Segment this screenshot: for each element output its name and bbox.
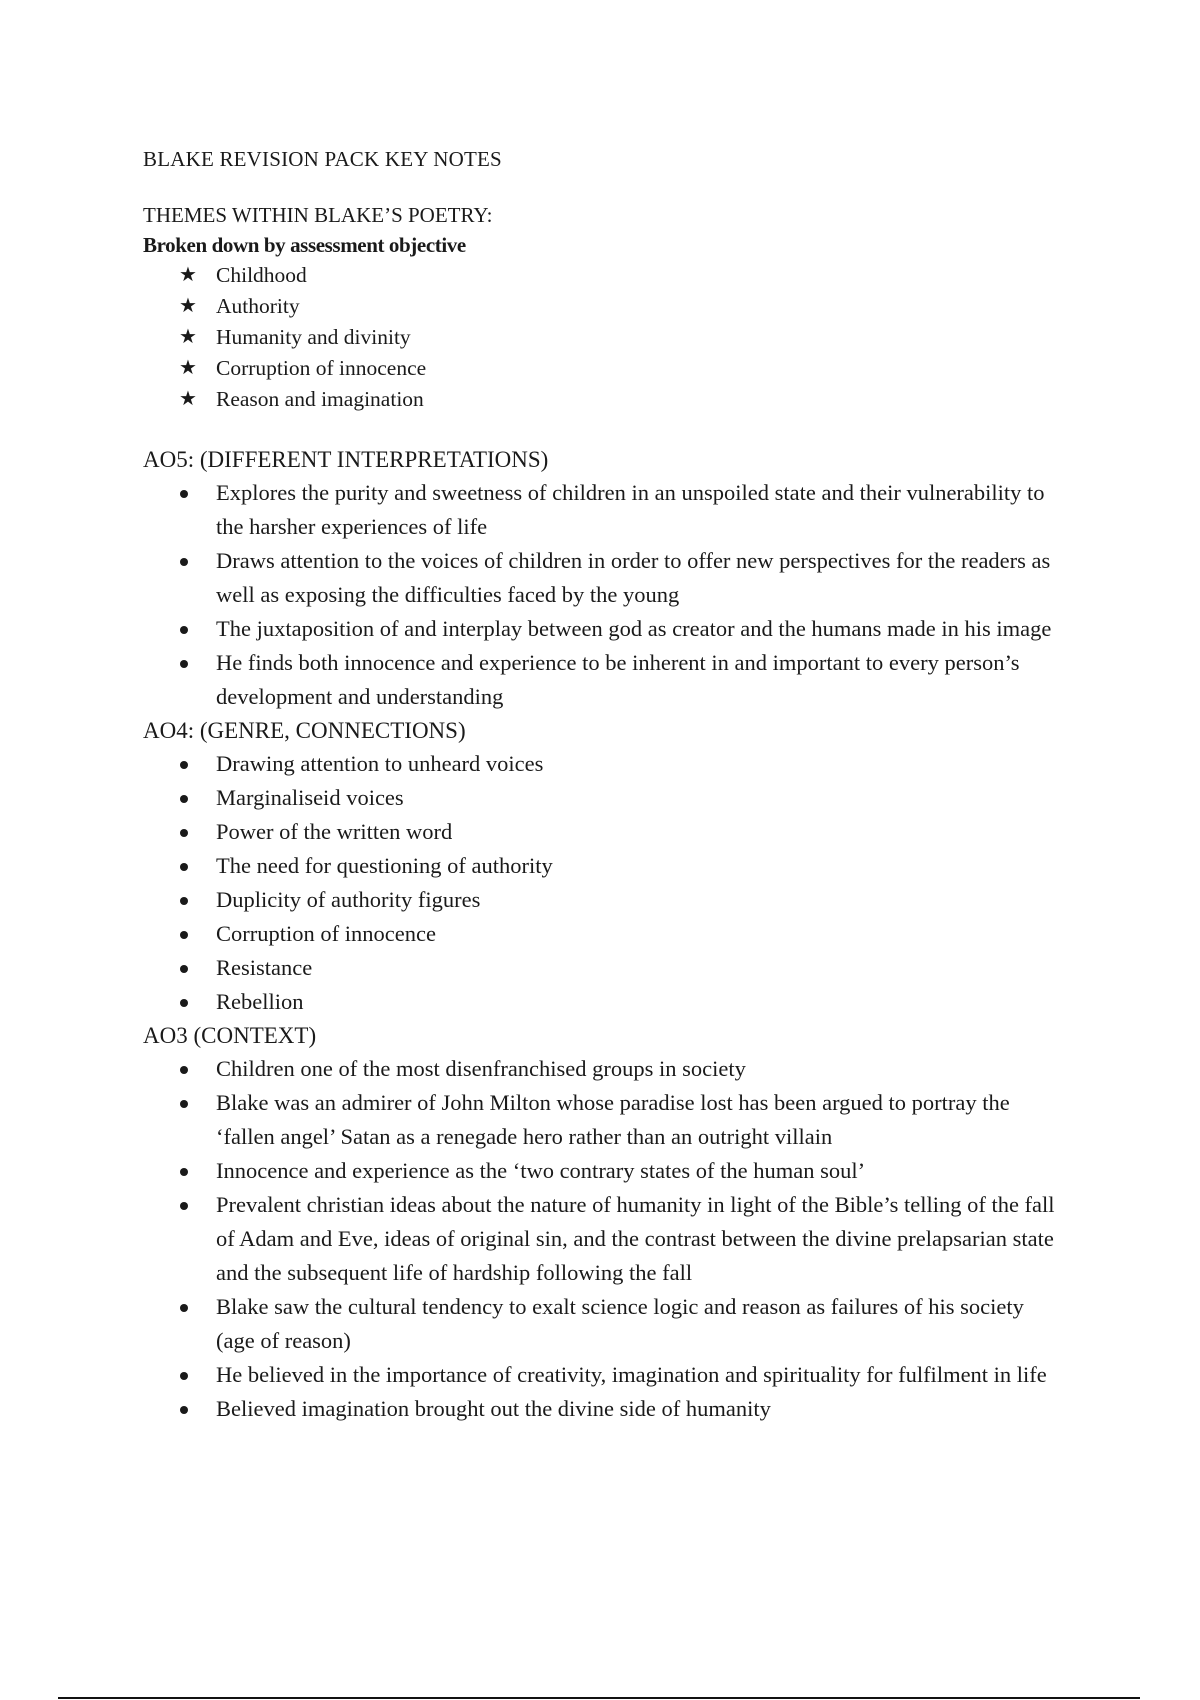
list-item-text: Humanity and divinity bbox=[216, 325, 411, 349]
list-item-text: The need for questioning of authority bbox=[216, 853, 553, 878]
star-bullet-icon: ★ bbox=[179, 388, 197, 410]
list-item bbox=[143, 384, 1083, 415]
document-title: BLAKE REVISION PACK KEY NOTES bbox=[143, 147, 502, 171]
list-item-text: Blake saw the cultural tendency to exalt science logic and reason as failures of his society (age of reason) bbox=[216, 1294, 1024, 1353]
list-item-text: Children one of the most disenfranchised groups in society bbox=[216, 1056, 746, 1081]
list-item bbox=[143, 476, 1083, 544]
list-item-text: Marginaliseid voices bbox=[216, 785, 404, 810]
ao5-heading: AO5: (DIFFERENT INTERPRETATIONS) bbox=[143, 447, 549, 472]
footer-divider bbox=[58, 1697, 1140, 1699]
list-item bbox=[143, 747, 1083, 781]
list-item bbox=[143, 260, 1083, 291]
list-item bbox=[143, 646, 1083, 714]
list-item-text: Reason and imagination bbox=[216, 387, 424, 411]
dot-bullet-icon bbox=[180, 558, 188, 566]
list-item bbox=[143, 951, 1083, 985]
list-item bbox=[143, 544, 1083, 612]
list-item bbox=[143, 1358, 1083, 1392]
ao3-list bbox=[143, 1052, 1083, 1426]
document-page bbox=[143, 140, 1083, 1426]
list-item bbox=[143, 1290, 1083, 1358]
dot-bullet-icon bbox=[180, 1304, 188, 1312]
star-bullet-icon: ★ bbox=[179, 357, 197, 379]
list-item-text: Explores the purity and sweetness of children in an unspoiled state and their vulnerability to the harsher experiences of life bbox=[216, 480, 1045, 539]
list-item-text: Corruption of innocence bbox=[216, 356, 427, 380]
dot-bullet-icon bbox=[180, 1066, 188, 1074]
list-item bbox=[143, 1154, 1083, 1188]
list-item-text: Rebellion bbox=[216, 989, 304, 1014]
dot-bullet-icon bbox=[180, 863, 188, 871]
dot-bullet-icon bbox=[180, 999, 188, 1007]
ao3-heading: AO3 (CONTEXT) bbox=[143, 1023, 317, 1048]
list-item bbox=[143, 781, 1083, 815]
dot-bullet-icon bbox=[180, 931, 188, 939]
list-item bbox=[143, 917, 1083, 951]
list-item bbox=[143, 322, 1083, 353]
list-item-text: The juxtaposition of and interplay between god as creator and the humans made in his image bbox=[216, 616, 1052, 641]
ao5-list bbox=[143, 476, 1083, 714]
list-item bbox=[143, 815, 1083, 849]
list-item bbox=[143, 291, 1083, 322]
ao4-heading: AO4: (GENRE, CONNECTIONS) bbox=[143, 718, 466, 743]
dot-bullet-icon bbox=[180, 829, 188, 837]
dot-bullet-icon bbox=[180, 1406, 188, 1414]
list-item bbox=[143, 1052, 1083, 1086]
ao4-list bbox=[143, 747, 1083, 1019]
list-item bbox=[143, 985, 1083, 1019]
list-item bbox=[143, 883, 1083, 917]
list-item-text: He believed in the importance of creativity, imagination and spirituality for fulfilment in life bbox=[216, 1362, 1047, 1387]
dot-bullet-icon bbox=[180, 897, 188, 905]
star-bullet-icon: ★ bbox=[179, 295, 197, 317]
themes-heading: THEMES WITHIN BLAKE’S POETRY: bbox=[143, 203, 493, 227]
list-item bbox=[143, 849, 1083, 883]
list-item-text: Duplicity of authority figures bbox=[216, 887, 481, 912]
dot-bullet-icon bbox=[180, 1202, 188, 1210]
list-item-text: Prevalent christian ideas about the nature of humanity in light of the Bible’s telling of the fall of Adam and Eve, ideas of original sin, and the contrast between the divine prelapsarian state and the subsequent life of hardship following the fall bbox=[216, 1192, 1055, 1285]
list-item-text: Corruption of innocence bbox=[216, 921, 436, 946]
dot-bullet-icon bbox=[180, 626, 188, 634]
list-item-text: Drawing attention to unheard voices bbox=[216, 751, 544, 776]
themes-subheading: Broken down by assessment objective bbox=[143, 233, 466, 257]
dot-bullet-icon bbox=[180, 490, 188, 498]
list-item-text: Believed imagination brought out the divine side of humanity bbox=[216, 1396, 771, 1421]
list-item-text: Resistance bbox=[216, 955, 313, 980]
star-bullet-icon: ★ bbox=[179, 264, 197, 286]
list-item bbox=[143, 1188, 1083, 1290]
list-item-text: Innocence and experience as the ‘two contrary states of the human soul’ bbox=[216, 1158, 866, 1183]
dot-bullet-icon bbox=[180, 1168, 188, 1176]
list-item bbox=[143, 353, 1083, 384]
dot-bullet-icon bbox=[180, 1100, 188, 1108]
list-item-text: Draws attention to the voices of children in order to offer new perspectives for the readers as well as exposing the difficulties faced by the young bbox=[216, 548, 1051, 607]
list-item bbox=[143, 1086, 1083, 1154]
themes-list bbox=[143, 260, 1083, 415]
dot-bullet-icon bbox=[180, 795, 188, 803]
dot-bullet-icon bbox=[180, 761, 188, 769]
list-item bbox=[143, 1392, 1083, 1426]
dot-bullet-icon bbox=[180, 1372, 188, 1380]
list-item-text: Blake was an admirer of John Milton whose paradise lost has been argued to portray the ‘fallen angel’ Satan as a renegade hero rather than an outright villain bbox=[216, 1090, 1010, 1149]
dot-bullet-icon bbox=[180, 660, 188, 668]
list-item-text: Authority bbox=[216, 294, 300, 318]
star-bullet-icon: ★ bbox=[179, 326, 197, 348]
dot-bullet-icon bbox=[180, 965, 188, 973]
list-item-text: He finds both innocence and experience to be inherent in and important to every person’s development and understanding bbox=[216, 650, 1020, 709]
list-item-text: Power of the written word bbox=[216, 819, 453, 844]
list-item bbox=[143, 612, 1083, 646]
list-item-text: Childhood bbox=[216, 263, 307, 287]
